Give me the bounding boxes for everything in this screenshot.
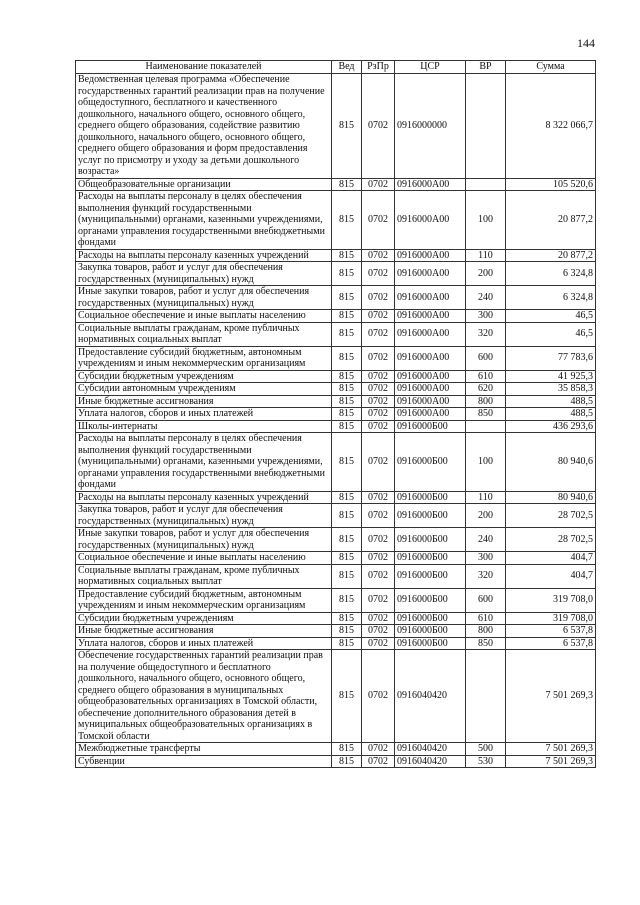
cell-rzpr: 0702	[362, 191, 395, 250]
table-row	[76, 612, 596, 625]
cell-vr: 500	[466, 743, 506, 756]
table-row	[76, 346, 596, 370]
cell-vr: 850	[466, 408, 506, 421]
cell-rzpr: 0702	[362, 420, 395, 433]
table-row	[76, 552, 596, 565]
cell-csr: 0916000А00	[395, 249, 466, 262]
cell-rzpr: 0702	[362, 625, 395, 638]
cell-rzpr: 0702	[362, 322, 395, 346]
table-row	[76, 564, 596, 588]
cell-sum: 28 702,5	[506, 504, 596, 528]
cell-ved: 815	[332, 346, 362, 370]
cell-vr: 110	[466, 249, 506, 262]
cell-name: Субсидии бюджетным учреждениям	[76, 612, 332, 625]
cell-sum: 436 293,6	[506, 420, 596, 433]
header-name: Наименование показателей	[76, 61, 332, 74]
cell-rzpr: 0702	[362, 286, 395, 310]
cell-ved: 815	[332, 178, 362, 191]
cell-csr: 0916000А00	[395, 408, 466, 421]
cell-rzpr: 0702	[362, 743, 395, 756]
cell-vr: 300	[466, 310, 506, 323]
cell-sum: 80 940,6	[506, 433, 596, 492]
cell-rzpr: 0702	[362, 491, 395, 504]
cell-ved: 815	[332, 322, 362, 346]
cell-ved: 815	[332, 612, 362, 625]
cell-csr: 0916000Б00	[395, 625, 466, 638]
cell-name: Расходы на выплаты персоналу в целях обеспечения выполнения функций государственными (муниципальными) органами, казенными учреждениями, органами управления государственными внебюджетными фондами	[76, 191, 332, 250]
cell-ved: 815	[332, 743, 362, 756]
cell-sum: 488,5	[506, 395, 596, 408]
cell-name: Уплата налогов, сборов и иных платежей	[76, 637, 332, 650]
cell-ved: 815	[332, 249, 362, 262]
page-number: 144	[577, 36, 595, 50]
cell-vr: 200	[466, 504, 506, 528]
table-body	[76, 74, 596, 768]
cell-vr: 240	[466, 528, 506, 552]
cell-sum: 6 324,8	[506, 262, 596, 286]
cell-sum: 6 324,8	[506, 286, 596, 310]
cell-name: Обеспечение государственных гарантий реализации прав на получение общедоступного и бесплатного дошкольного, начального общего, основного общего, среднего общего образования в муниципальных общеобразовательных организациях в Томской области, обеспечение дополнительного образования детей в муниципальных общеобразовательных организациях в Томской области	[76, 650, 332, 743]
cell-sum: 77 783,6	[506, 346, 596, 370]
cell-name: Расходы на выплаты персоналу казенных учреждений	[76, 491, 332, 504]
cell-csr: 0916040420	[395, 650, 466, 743]
table-row	[76, 178, 596, 191]
header-rzpr: РзПр	[362, 61, 395, 74]
cell-sum: 7 501 269,3	[506, 743, 596, 756]
cell-ved: 815	[332, 755, 362, 768]
table-row	[76, 650, 596, 743]
cell-rzpr: 0702	[362, 262, 395, 286]
cell-ved: 815	[332, 625, 362, 638]
cell-rzpr: 0702	[362, 310, 395, 323]
table-row	[76, 743, 596, 756]
cell-sum: 20 877,2	[506, 249, 596, 262]
cell-name: Социальные выплаты гражданам, кроме публичных нормативных социальных выплат	[76, 322, 332, 346]
cell-vr: 850	[466, 637, 506, 650]
table-row	[76, 370, 596, 383]
cell-ved: 815	[332, 588, 362, 612]
cell-sum: 80 940,6	[506, 491, 596, 504]
cell-sum: 35 858,3	[506, 383, 596, 396]
table-row	[76, 588, 596, 612]
cell-name: Межбюджетные трансферты	[76, 743, 332, 756]
cell-vr: 240	[466, 286, 506, 310]
cell-name: Закупка товаров, работ и услуг для обеспечения государственных (муниципальных) нужд	[76, 262, 332, 286]
cell-sum: 319 708,0	[506, 588, 596, 612]
cell-csr: 0916000Б00	[395, 637, 466, 650]
cell-csr: 0916000А00	[395, 322, 466, 346]
table-row	[76, 408, 596, 421]
header-csr: ЦСР	[395, 61, 466, 74]
cell-vr	[466, 650, 506, 743]
cell-sum: 7 501 269,3	[506, 755, 596, 768]
cell-csr: 0916000Б00	[395, 420, 466, 433]
cell-csr: 0916000000	[395, 74, 466, 179]
cell-vr: 300	[466, 552, 506, 565]
cell-name: Субсидии автономным учреждениям	[76, 383, 332, 396]
cell-sum: 404,7	[506, 552, 596, 565]
cell-name: Субвенции	[76, 755, 332, 768]
cell-sum: 105 520,6	[506, 178, 596, 191]
cell-ved: 815	[332, 637, 362, 650]
cell-name: Ведомственная целевая программа «Обеспечение государственных гарантий реализации прав на получение общедоступного, бесплатного и качественного дошкольного, начального общего, основного общего, среднего общего образования, содействие развитию дошкольного, начального общего, основного общего, среднего общего образования и форм предоставления услуг по присмотру и уходу за детьми дошкольного возраста»	[76, 74, 332, 179]
cell-sum: 6 537,8	[506, 637, 596, 650]
cell-csr: 0916040420	[395, 755, 466, 768]
cell-csr: 0916000Б00	[395, 528, 466, 552]
cell-vr: 800	[466, 395, 506, 408]
table-row	[76, 637, 596, 650]
table-row	[76, 528, 596, 552]
cell-ved: 815	[332, 286, 362, 310]
cell-sum: 8 322 066,7	[506, 74, 596, 179]
cell-ved: 815	[332, 408, 362, 421]
cell-rzpr: 0702	[362, 408, 395, 421]
cell-vr: 800	[466, 625, 506, 638]
cell-name: Иные закупки товаров, работ и услуг для обеспечения государственных (муниципальных) нужд	[76, 528, 332, 552]
cell-ved: 815	[332, 383, 362, 396]
cell-ved: 815	[332, 420, 362, 433]
cell-vr	[466, 74, 506, 179]
cell-csr: 0916040420	[395, 743, 466, 756]
cell-sum: 6 537,8	[506, 625, 596, 638]
cell-rzpr: 0702	[362, 504, 395, 528]
table-row	[76, 286, 596, 310]
cell-rzpr: 0702	[362, 433, 395, 492]
cell-ved: 815	[332, 528, 362, 552]
cell-rzpr: 0702	[362, 528, 395, 552]
budget-table	[75, 60, 596, 768]
cell-vr: 600	[466, 346, 506, 370]
cell-ved: 815	[332, 191, 362, 250]
cell-rzpr: 0702	[362, 74, 395, 179]
cell-rzpr: 0702	[362, 612, 395, 625]
cell-name: Предоставление субсидий бюджетным, автономным учреждениям и иным некоммерческим организациям	[76, 346, 332, 370]
header-sum: Сумма	[506, 61, 596, 74]
cell-ved: 815	[332, 504, 362, 528]
cell-csr: 0916000А00	[395, 310, 466, 323]
table-row	[76, 191, 596, 250]
cell-ved: 815	[332, 491, 362, 504]
cell-name: Расходы на выплаты персоналу в целях обеспечения выполнения функций государственными (муниципальными) органами, казенными учреждениями, органами управления государственными внебюджетными фондами	[76, 433, 332, 492]
table-row	[76, 322, 596, 346]
cell-rzpr: 0702	[362, 395, 395, 408]
cell-sum: 319 708,0	[506, 612, 596, 625]
cell-ved: 815	[332, 433, 362, 492]
cell-vr	[466, 420, 506, 433]
table-row	[76, 755, 596, 768]
cell-rzpr: 0702	[362, 637, 395, 650]
cell-rzpr: 0702	[362, 564, 395, 588]
cell-vr: 600	[466, 588, 506, 612]
cell-vr: 320	[466, 564, 506, 588]
cell-csr: 0916000А00	[395, 286, 466, 310]
table-row	[76, 310, 596, 323]
cell-csr: 0916000Б00	[395, 504, 466, 528]
cell-csr: 0916000Б00	[395, 588, 466, 612]
cell-name: Закупка товаров, работ и услуг для обеспечения государственных (муниципальных) нужд	[76, 504, 332, 528]
cell-sum: 46,5	[506, 322, 596, 346]
cell-vr: 620	[466, 383, 506, 396]
cell-rzpr: 0702	[362, 178, 395, 191]
cell-csr: 0916000А00	[395, 383, 466, 396]
cell-sum: 7 501 269,3	[506, 650, 596, 743]
cell-ved: 815	[332, 395, 362, 408]
cell-sum: 488,5	[506, 408, 596, 421]
table-row	[76, 249, 596, 262]
table-row	[76, 625, 596, 638]
cell-csr: 0916000Б00	[395, 433, 466, 492]
cell-name: Предоставление субсидий бюджетным, автономным учреждениям и иным некоммерческим организациям	[76, 588, 332, 612]
table-header-row	[76, 61, 596, 74]
cell-rzpr: 0702	[362, 383, 395, 396]
cell-sum: 28 702,5	[506, 528, 596, 552]
cell-ved: 815	[332, 74, 362, 179]
cell-ved: 815	[332, 552, 362, 565]
cell-rzpr: 0702	[362, 650, 395, 743]
cell-vr: 610	[466, 370, 506, 383]
header-vr: ВР	[466, 61, 506, 74]
cell-vr: 200	[466, 262, 506, 286]
cell-name: Социальное обеспечение и иные выплаты населению	[76, 552, 332, 565]
cell-csr: 0916000Б00	[395, 564, 466, 588]
table-row	[76, 262, 596, 286]
cell-vr	[466, 178, 506, 191]
cell-rzpr: 0702	[362, 552, 395, 565]
header-ved: Вед	[332, 61, 362, 74]
cell-name: Социальное обеспечение и иные выплаты населению	[76, 310, 332, 323]
cell-csr: 0916000А00	[395, 178, 466, 191]
table-row	[76, 491, 596, 504]
cell-csr: 0916000Б00	[395, 491, 466, 504]
cell-ved: 815	[332, 564, 362, 588]
cell-sum: 404,7	[506, 564, 596, 588]
cell-vr: 100	[466, 433, 506, 492]
cell-rzpr: 0702	[362, 370, 395, 383]
cell-vr: 100	[466, 191, 506, 250]
cell-name: Расходы на выплаты персоналу казенных учреждений	[76, 249, 332, 262]
cell-csr: 0916000Б00	[395, 612, 466, 625]
cell-ved: 815	[332, 262, 362, 286]
cell-ved: 815	[332, 310, 362, 323]
cell-name: Социальные выплаты гражданам, кроме публичных нормативных социальных выплат	[76, 564, 332, 588]
cell-rzpr: 0702	[362, 755, 395, 768]
cell-csr: 0916000А00	[395, 395, 466, 408]
cell-csr: 0916000Б00	[395, 552, 466, 565]
cell-rzpr: 0702	[362, 588, 395, 612]
cell-sum: 46,5	[506, 310, 596, 323]
cell-sum: 41 925,3	[506, 370, 596, 383]
cell-ved: 815	[332, 370, 362, 383]
table-row	[76, 383, 596, 396]
cell-name: Школы-интернаты	[76, 420, 332, 433]
table-row	[76, 504, 596, 528]
table-row	[76, 433, 596, 492]
cell-ved: 815	[332, 650, 362, 743]
table-row	[76, 420, 596, 433]
cell-vr: 610	[466, 612, 506, 625]
cell-csr: 0916000А00	[395, 370, 466, 383]
cell-name: Уплата налогов, сборов и иных платежей	[76, 408, 332, 421]
cell-name: Иные бюджетные ассигнования	[76, 395, 332, 408]
cell-vr: 110	[466, 491, 506, 504]
cell-name: Субсидии бюджетным учреждениям	[76, 370, 332, 383]
table-row	[76, 74, 596, 179]
cell-csr: 0916000А00	[395, 262, 466, 286]
cell-csr: 0916000А00	[395, 346, 466, 370]
cell-sum: 20 877,2	[506, 191, 596, 250]
cell-rzpr: 0702	[362, 249, 395, 262]
cell-csr: 0916000А00	[395, 191, 466, 250]
cell-name: Общеобразовательные организации	[76, 178, 332, 191]
table-row	[76, 395, 596, 408]
cell-name: Иные бюджетные ассигнования	[76, 625, 332, 638]
cell-rzpr: 0702	[362, 346, 395, 370]
cell-name: Иные закупки товаров, работ и услуг для обеспечения государственных (муниципальных) нужд	[76, 286, 332, 310]
cell-vr: 320	[466, 322, 506, 346]
cell-vr: 530	[466, 755, 506, 768]
